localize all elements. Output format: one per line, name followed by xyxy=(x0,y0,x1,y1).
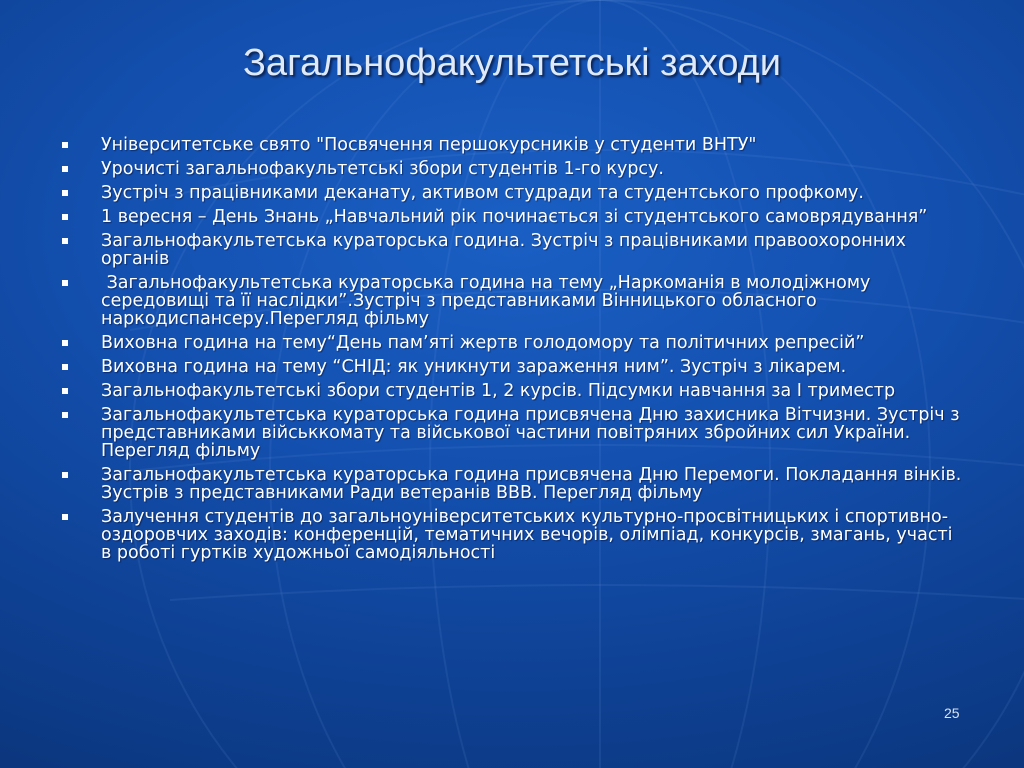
list-item xyxy=(62,406,962,460)
list-item xyxy=(62,184,962,202)
square-bullet-icon xyxy=(62,142,68,148)
list-item xyxy=(62,334,962,352)
square-bullet-icon xyxy=(62,238,68,244)
list-item xyxy=(62,358,962,376)
list-item-text: 1 вересня – День Знань „Навчальний рік починається зі студентського самоврядування” xyxy=(101,207,928,227)
slide-page-number: 25 xyxy=(944,705,960,721)
square-bullet-icon xyxy=(62,190,68,196)
list-item-text: Виховна година на тему“День пам’яті жертв голодомору та політичних репресій” xyxy=(101,333,865,353)
square-bullet-icon xyxy=(62,340,68,346)
list-item xyxy=(62,136,962,154)
square-bullet-icon xyxy=(62,514,68,520)
list-item-text: Університетське свято "Посвячення першокурсників у студенти ВНТУ" xyxy=(101,135,757,155)
square-bullet-icon xyxy=(62,412,68,418)
list-item-text: Загальнофакультетська кураторська година присвячена Дню Перемоги. Покладання вінків. Зустрів з представниками Ради ветеранів ВВВ. Перегляд фільму xyxy=(101,465,962,503)
square-bullet-icon xyxy=(62,280,68,286)
square-bullet-icon xyxy=(62,166,68,172)
square-bullet-icon xyxy=(62,472,68,478)
list-item-text: Виховна година на тему “СНІД: як уникнути зараження ним”. Зустріч з лікарем. xyxy=(101,357,847,377)
list-item xyxy=(62,382,962,400)
list-item xyxy=(62,160,962,178)
list-item-text: Загальнофакультетська кураторська година. Зустріч з працівниками правоохоронних органів xyxy=(101,231,907,269)
list-item xyxy=(62,508,962,562)
list-item-text: Загальнофакультетські збори студентів 1, 2 курсів. Підсумки навчання за І триместр xyxy=(101,381,896,401)
list-item-text: Загальнофакультетська кураторська година присвячена Дню захисника Вітчизни. Зустріч з представниками військкомату та військової частини повітряних збройних сил України. Перегляд фільму xyxy=(101,405,960,461)
list-item xyxy=(62,208,962,226)
list-item xyxy=(62,274,962,328)
bullet-list xyxy=(62,136,962,568)
square-bullet-icon xyxy=(62,388,68,394)
list-item-text: Зустріч з працівниками деканату, активом студради та студентського профкому. xyxy=(101,183,864,203)
square-bullet-icon xyxy=(62,364,68,370)
square-bullet-icon xyxy=(62,214,68,220)
list-item-text: Урочисті загальнофакультетські збори студентів 1-го курсу. xyxy=(101,159,664,179)
list-item-text: Загальнофакультетська кураторська година на тему „Наркоманія в молодіжному середовищі та її наслідки”.Зустріч з представниками Вінницького обласного наркодиспансеру.Перегляд фільму xyxy=(101,273,876,329)
list-item-text: Залучення студентів до загальноуніверситетських культурно-просвітницьких і спортивно-оздоровчих заходів: конференцій, тематичних вечорів, олімпіад, конкурсів, змагань, участі в роботі гуртків художньої самодіяльності xyxy=(101,507,953,563)
list-item xyxy=(62,232,962,268)
slide-title: Загальнофакультетські заходи xyxy=(242,42,782,84)
list-item xyxy=(62,466,962,502)
